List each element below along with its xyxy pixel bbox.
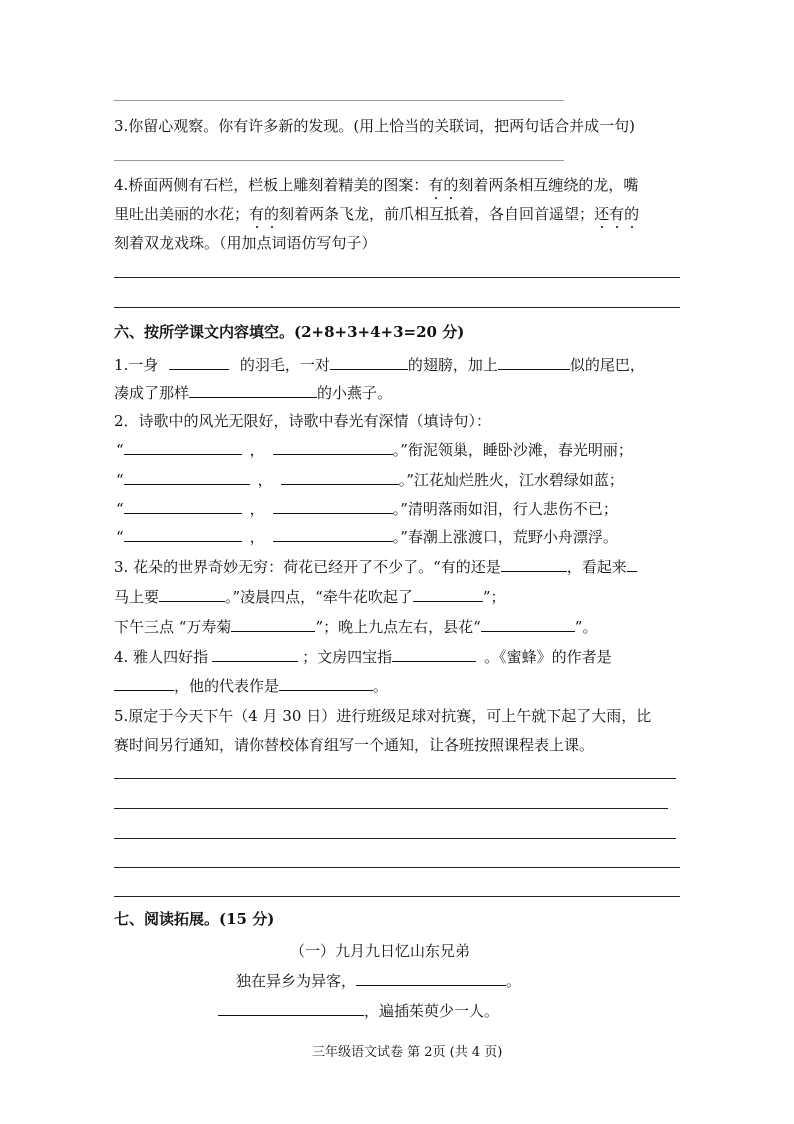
text: ，他的代表作是 [174,677,280,695]
text: 刻着两条相互缠绕的龙，嘴 [458,176,639,194]
poem-fill-row [116,439,633,460]
s6-q3-line1 [114,556,637,577]
s6-q3-line2 [114,586,506,607]
open-quote: “ [116,500,124,518]
answer-line[interactable] [114,808,668,809]
comma: ， [257,471,273,489]
poem-fill-row [116,526,618,547]
blank[interactable] [627,557,637,572]
blank[interactable] [279,676,373,691]
dotted-char: 还 [594,205,610,223]
dotted-char: 的 [624,205,640,223]
blank[interactable] [330,355,408,370]
text: ，看起来 [566,558,627,576]
text: 1.一身 [114,356,159,374]
blank[interactable] [212,647,298,662]
text: 独在异乡为异客， [236,972,357,990]
blank[interactable] [124,499,242,514]
text: 。”衔泥领巢，睡卧沙滩，春光明丽； [392,441,633,459]
text: 。 [506,972,522,990]
text: 似的尾巴， [569,356,645,374]
s6-q1-line1 [114,354,645,375]
text: 4. 雅人四好指 [114,648,209,666]
dotted-char: 有 [428,176,444,194]
text: ”； [482,588,506,606]
question-4-line2 [114,203,639,224]
s6-q4-line1 [114,646,612,667]
question-3: 3.你留心观察。你有许多新的发现。(用上恰当的关联词，把两句话合并成一句) [114,117,636,135]
s6-q1-line2 [114,382,392,403]
question-4-line1 [114,174,638,195]
poem-title: （一）九月九日忆山东兄弟 [290,942,471,960]
dotted-char: 的 [443,176,459,194]
text: ，遍插茱萸少一人。 [364,1002,500,1020]
dotted-char: 有 [609,205,625,223]
poem-line-2 [218,1000,499,1021]
text: 的翅膀，加上 [407,356,498,374]
section-6-title: 六、按所学课文内容填空。(2+8+3+4+3=20 分) [114,323,465,341]
text: 刻着两条飞龙，前爪相互抵着，各自回首遥望； [279,205,595,223]
question-4-line3: 刻着双龙戏珠。（用加点词语仿写句子） [114,234,377,252]
blank[interactable] [218,1001,364,1016]
blank[interactable] [281,470,399,485]
answer-line[interactable] [114,896,680,897]
blank[interactable] [273,527,393,542]
blank[interactable] [114,676,174,691]
text: 。”凌晨四点，“牵牛花吹起了 [225,588,413,606]
poem-fill-row [116,498,618,519]
text: 。”清明落雨如泪，行人悲伤不已； [392,500,618,518]
blank[interactable] [189,383,317,398]
blank[interactable] [413,587,483,602]
text: 。”春潮上涨渡口，荒野小舟漂浮。 [392,528,618,546]
blank[interactable] [124,440,242,455]
text: 4.桥面两侧有石栏，栏板上雕刻着精美的图案： [114,176,429,194]
s6-q5-line1: 5.原定于今天下午（4 月 30 日）进行班级足球对抗赛，可上午就下起了大雨，比 [114,707,652,725]
answer-line[interactable] [114,277,680,278]
answer-line[interactable] [114,778,676,779]
text: 下午三点 “万寿菊 [114,618,232,636]
s6-q3-line3 [114,616,597,637]
blank[interactable] [124,527,242,542]
blank[interactable] [159,587,225,602]
comma: ， [249,500,265,518]
blank[interactable] [124,470,250,485]
text: 的羽毛，一对 [239,356,330,374]
text: ；文房四宝指 [302,648,393,666]
text: 凑成了那样 [114,384,190,402]
answer-line [114,160,564,161]
section-7-title: 七、阅读拓展。(15 分) [114,910,275,928]
open-quote: “ [116,528,124,546]
s6-q5-line2: 赛时间另行通知，请你替校体育组写一个通知，让各班按照课程表上课。 [114,736,595,754]
blank[interactable] [169,355,229,370]
text: 3. 花朵的世界奇妙无穷：荷花已经开了不少了。“有的还是 [114,558,501,576]
text: 里吐出美丽的水花； [114,205,250,223]
answer-line[interactable] [114,867,680,868]
answer-line[interactable] [114,838,676,839]
s6-q2-title: 2．诗歌中的风光无限好，诗歌中春光有深情（填诗句）： [114,412,492,430]
poem-fill-row [116,469,624,490]
comma: ， [249,528,265,546]
blank[interactable] [273,499,393,514]
text: 的小燕子。 [317,384,393,402]
open-quote: “ [116,471,124,489]
blank[interactable] [273,440,393,455]
answer-line [114,100,564,101]
text: ”。 [574,618,598,636]
text: ”；晚上九点左右，县花“ [315,618,481,636]
text: 马上要 [114,588,160,606]
dotted-char: 的 [264,205,280,223]
s6-q4-line2 [114,675,388,696]
text: 。”江花灿烂胜火，江水碧绿如蓝； [398,471,624,489]
blank[interactable] [501,557,567,572]
blank[interactable] [392,647,476,662]
answer-line[interactable] [114,307,680,308]
page-footer: 三年级语文试卷 第 2页 (共 4 页) [312,1045,503,1060]
text: 。《蜜蜂》的作者是 [484,648,612,666]
dotted-char: 有 [249,205,265,223]
open-quote: “ [116,441,124,459]
blank[interactable] [498,355,570,370]
poem-line-1 [236,970,521,991]
blank[interactable] [481,617,575,632]
comma: ， [249,441,265,459]
blank[interactable] [231,617,315,632]
text: 。 [373,677,389,695]
blank[interactable] [356,971,506,986]
